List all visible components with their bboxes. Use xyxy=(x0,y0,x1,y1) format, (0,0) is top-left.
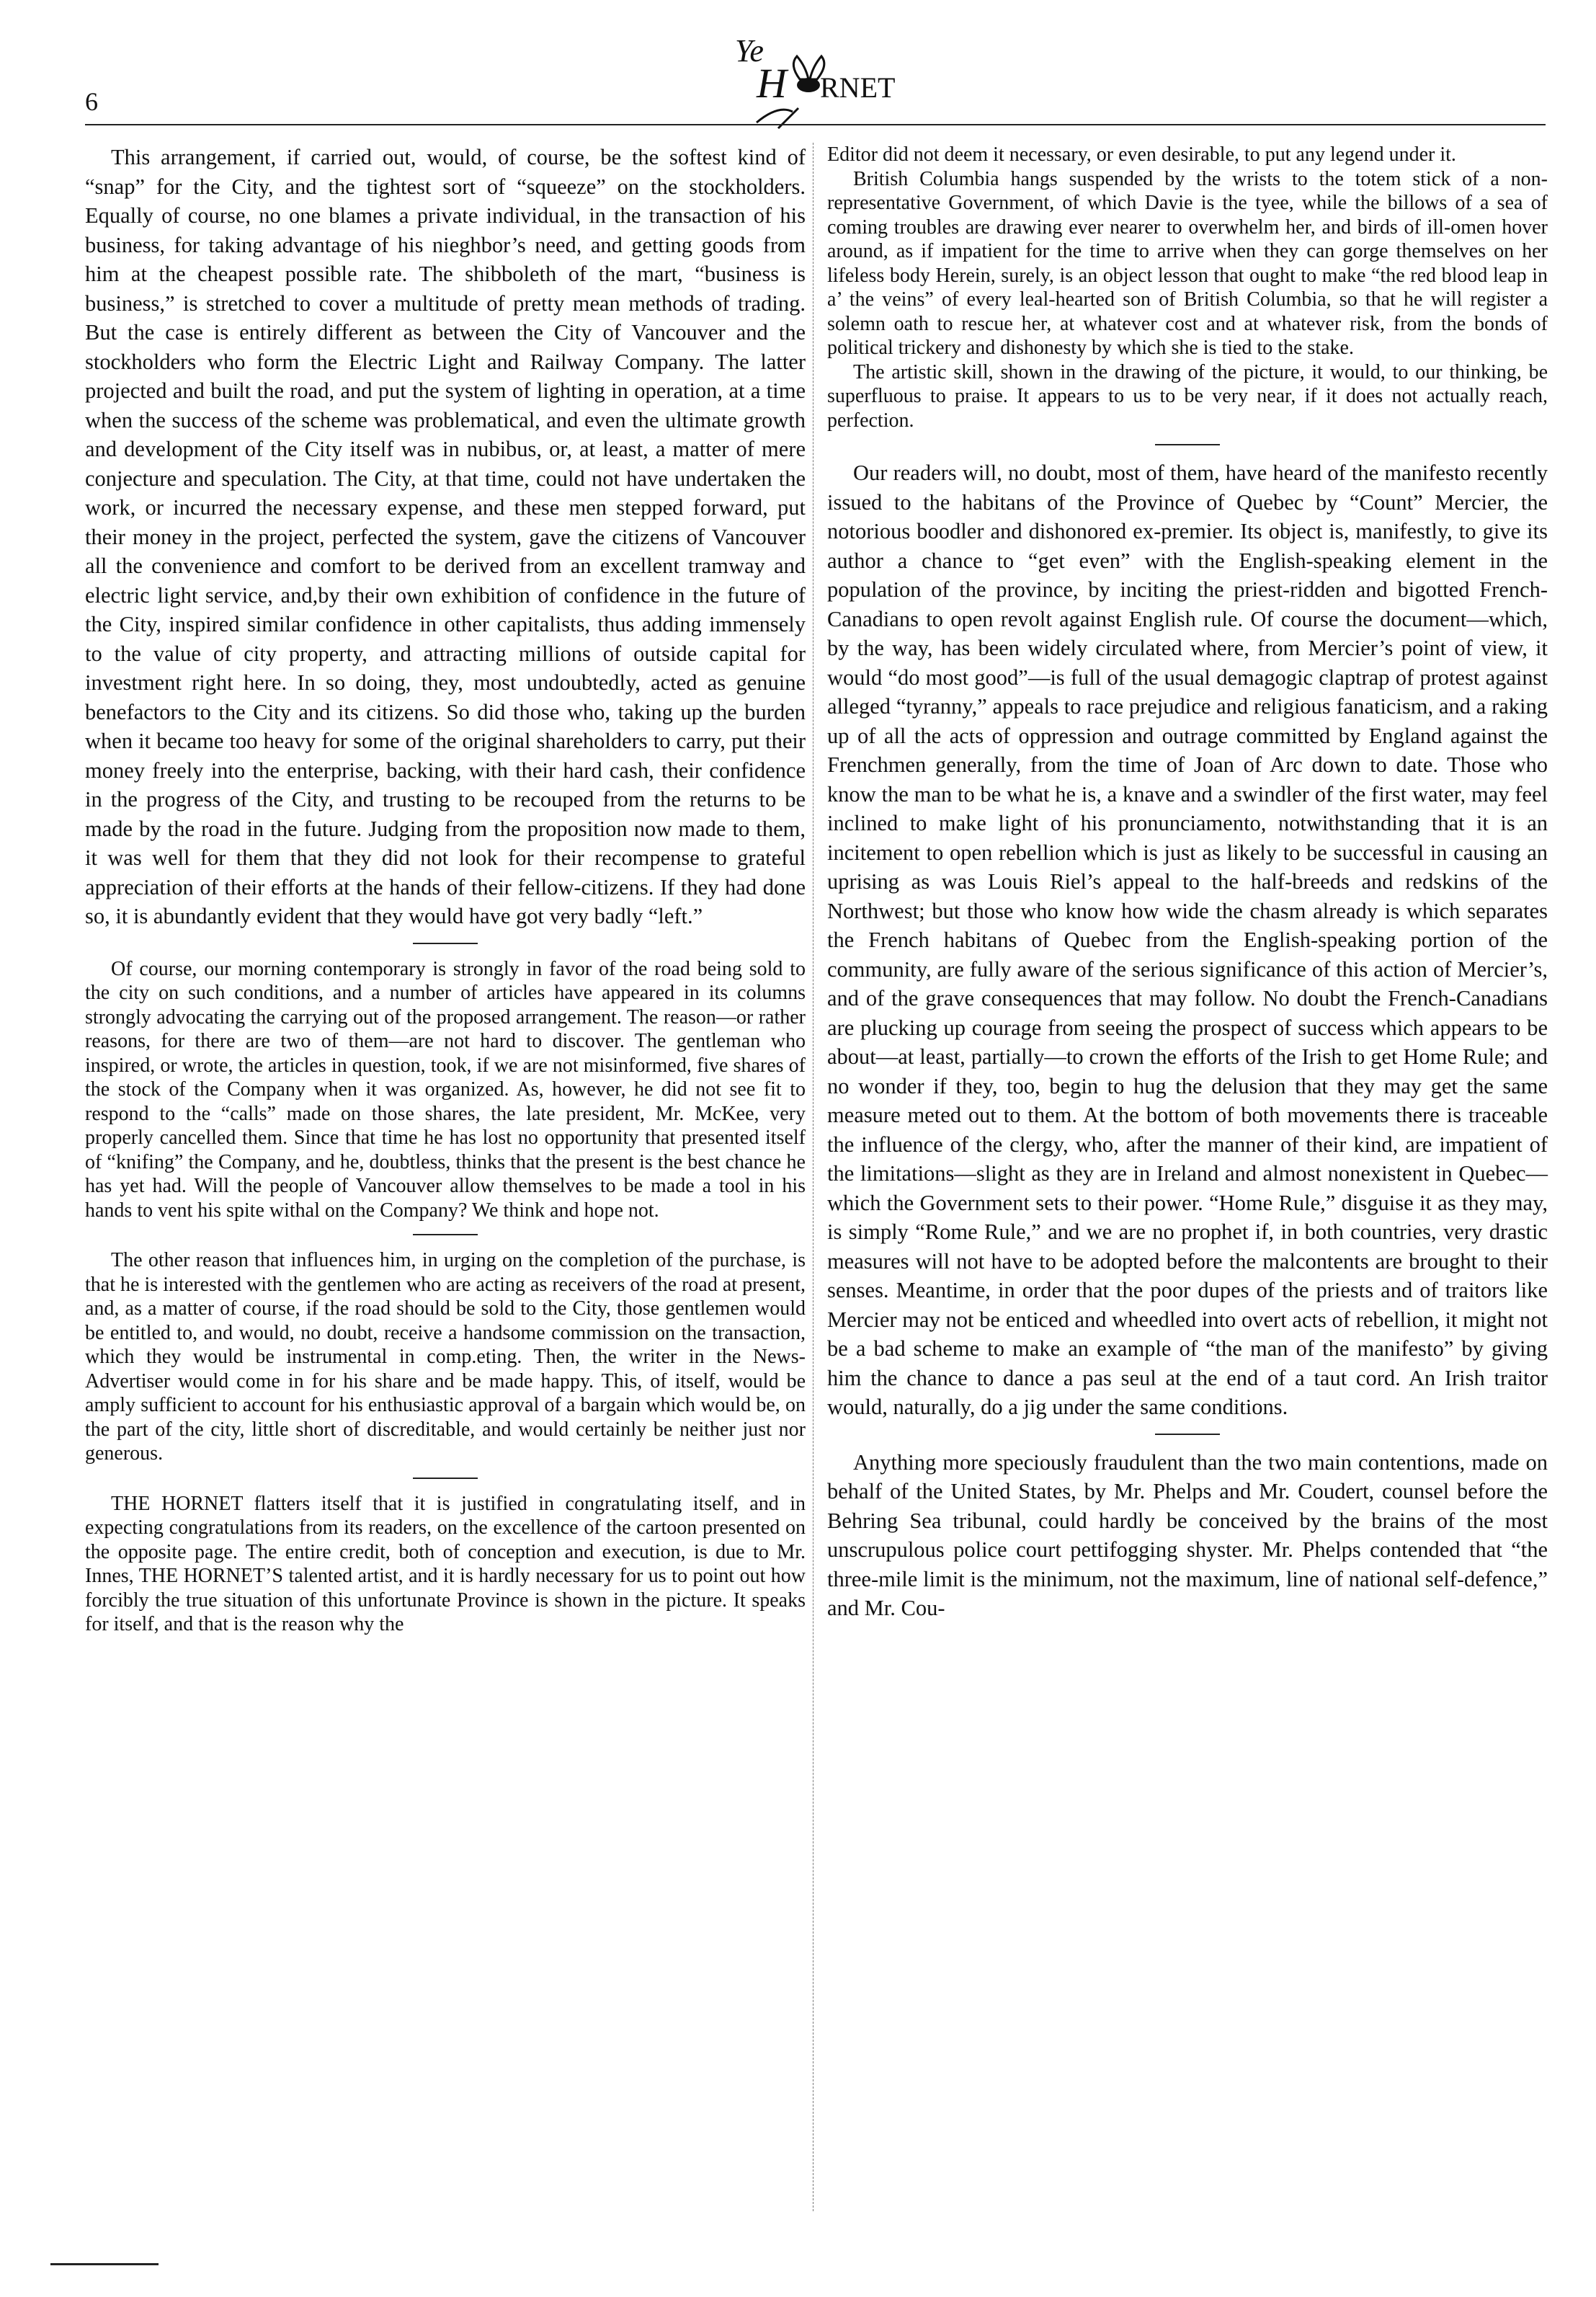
svg-text:RNET: RNET xyxy=(820,71,896,104)
footer-rule xyxy=(50,2263,159,2265)
article-paragraph: THE HORNET flatters itself that it is justified in congratulating itself, and in expecting congratulations from its readers, on the excellence of the cartoon presented on the opposite page. The entire credit, both of conception and execution, is due to Mr. Innes, THE HORNET’S talented artist, and it is hardly necessary for us to point out how forcibly the true situation of this unfortunate Province is shown in the picture. It speaks for itself, and that is the reason why the xyxy=(85,1492,806,1635)
svg-text:H: H xyxy=(757,60,787,107)
svg-text:Ye: Ye xyxy=(735,33,764,68)
article-paragraph: The other reason that influences him, in urging on the completion of the purchase, is that he is interested with the gentlemen who are acting as receivers of the road at present, and, as a matter of course, if the road should be sold to the City, those gentlemen would be entitled to, and would, no doubt, receive a handsome commission on the transaction, which they would be instrumental in comp.eting. Then, the writer in the News-Advertiser would come in for his share and be made happy. This, of itself, would be amply sufficient to account for his enthusiastic approval of a bargain which would be, on the part of the city, little short of discreditable, and would certainly be neither just nor generous. xyxy=(85,1249,806,1465)
page-number: 6 xyxy=(85,87,98,116)
right-column xyxy=(827,143,1548,1623)
section-divider xyxy=(827,432,1548,458)
hornet-logo-icon xyxy=(728,22,908,130)
article-paragraph: The artistic skill, shown in the drawing of the picture, it would, to our thinking, be superfluous to praise. It appears to us to be very near, if it does not actually reach, perfection. xyxy=(827,360,1548,432)
article-paragraph: British Columbia hangs suspended by the wrists to the totem stick of a non-representative Government, of which Davie is the tyee, while the billows of a sea of coming troubles are drawing ever nearer to overwhelm her, and birds of ill-omen hover around, as if impatient for the time to arrive when they can gorge themselves on her lifeless body Herein, surely, is an object lesson that ought to make “the red blood leap in a’ the veins” of every leal-hearted son of British Columbia, so that he will register a solemn oath to rescue her, at whatever cost and at whatever risk, from the bonds of political trickery and dishonesty by which she is tied to the stake. xyxy=(827,167,1548,359)
section-divider xyxy=(85,1222,806,1248)
section-divider xyxy=(85,931,806,957)
left-column xyxy=(85,143,806,1637)
section-divider xyxy=(85,1466,806,1492)
article-paragraph: Editor did not deem it necessary, or even desirable, to put any legend under it. xyxy=(827,143,1456,166)
header-rule xyxy=(85,124,1546,125)
article-paragraph: Anything more speciously fraudulent than the two main contentions, made on behalf of the United States, by Mr. Phelps and Mr. Coudert, counsel before the Behring Sea tribunal, could hardly be conceived by the brains of the most unscrupulous police court pettifogging shyster. Mr. Phelps contended that “the three-mile limit is the minimum, not the maximum, line of national self-defence,” and Mr. Cou- xyxy=(827,1449,1548,1620)
section-divider xyxy=(827,1422,1548,1448)
article-paragraph: Our readers will, no doubt, most of them, have heard of the manifesto recently issued to the habitans of the Province of Quebec by “Count” Mercier, the notorious boodler and dishonored ex-premier. Its object is, manifestly, to give its author a chance to “get even” with the English-speaking element in the population of the province, by inciting the priest-ridden and bigotted French-Canadians to open revolt against English rule. Of course the document—which, by the way, has been widely circulated where, from Mercier’s point of view, it would “do most good”—is full of the usual demagogic claptrap of protest against alleged “tyranny,” appeals to race prejudice and religious fanaticism, and a raking up of all the acts of oppression and outrage committed by England against the Frenchmen generally, from the time of Joan of Arc down to date. Those who know the man to be what he is, a knave and a swindler of the first water, may feel inclined to make light of his pronunciamento, notwithstanding that it is an incitement to open rebellion which is just as likely to be successful in causing an uprising as was Louis Riel’s appeal to the half-breeds and redskins of the Northwest; but those who know how wide the chasm already is which separates the French habitans of Quebec from the English-speaking portion of the community, are fully aware of the serious significance of this action of Mercier’s, and of the grave consequences that may follow. No doubt the French-Canadians are plucking up courage from seeing the prospect of success which appears to be about—at least, partially—to crown the efforts of the Irish to get Home Rule; and no wonder if they, too, begin to hug the delusion that they may get the same measure meted out to them. At the bottom of both movements there is traceable the influence of the clergy, who, after the manner of their kind, are impatient of the limitations—slight as they are in Ireland and almost nonexistent in Quebec—which the Government sets to their power. “Home Rule,” disguise it as they may, is simply “Rome Rule,” and we are no prophet if, in both countries, very drastic measures will not have to be adopted before the malcontents are brought to their senses. Meantime, in order that the poor dupes of the priests and of traitors like Mercier may not be enticed and wheedled into overt acts of rebellion, it might not be a bad scheme to make an example of “the man of the manifesto” by giving him the chance to dance a pas seul at the end of a taut cord. An Irish traitor would, naturally, do a jig under the same conditions. xyxy=(827,461,1548,1419)
hornet-masthead-logo xyxy=(728,22,908,130)
article-paragraph: Of course, our morning contemporary is strongly in favor of the road being sold to the city on such conditions, and a number of articles have appeared in its columns strongly advocating the carrying out of the proposed arrangement. The reason—or rather reasons, for there are two of them—are not hard to discover. The gentleman who inspired, or wrote, the articles in question, took, if we are not misinformed, five shares of the stock of the Company when it was organized. As, however, he did not see fit to respond to the “calls” made on those shares, the late president, Mr. McKee, very properly cancelled them. Since that time he has lost no opportunity that presented itself of “knifing” the Company, and he, doubtless, thinks that the present is the best chance he has yet had. Will the people of Vancouver allow themselves to be made a tool in his hands to vent his spite withal on the Company? We think and hope not. xyxy=(85,957,806,1222)
article-paragraph: This arrangement, if carried out, would, of course, be the softest kind of “snap” for the City, and the tightest sort of “squeeze” on the stockholders. Equally of course, no one blames a private individual, in the transaction of his business, for taking advantage of his nieghbor’s need, and getting goods from him at the cheapest possible rate. The shibboleth of the mart, “business is business,” is stretched to cover a multitude of pretty mean methods of trading. But the case is entirely different as between the City of Vancouver and the stockholders who form the Electric Light and Railway Company. The latter projected and built the road, and put the system of lighting in operation, at a time when the success of the scheme was problematical, and even the ultimate growth and development of the City itself was in nubibus, or, at least, a matter of mere conjecture and speculation. The City, at that time, could not have undertaken the work, or incurred the necessary expense, and these men stepped forward, put their money in the project, perfected the system, gave the citizens of Vancouver all the convenience and comfort to be derived from an excellent tramway and electric light service, and,by their own exhibition of confidence in the future of the City, inspired similar confidence in other capitalists, thus adding immensely to the value of city property, and attracting millions of outside capital for investment right here. In so doing, they, most undoubtedly, acted as genuine benefactors to the City and its citizens. So did those who, taking up the burden when it became too heavy for some of the original shareholders to carry, put their money freely into the enterprise, backing, with their hard cash, their confidence in the progress of the City, and trusting to be recouped from the returns to be made by the road in the future. Judging from the proposition now made to them, it was well for them that they did not look for their recompense to grateful appreciation of their efforts at the hands of their fellow-citizens. If they had done so, it is abundantly evident that they would have got very badly “left.” xyxy=(85,145,806,928)
